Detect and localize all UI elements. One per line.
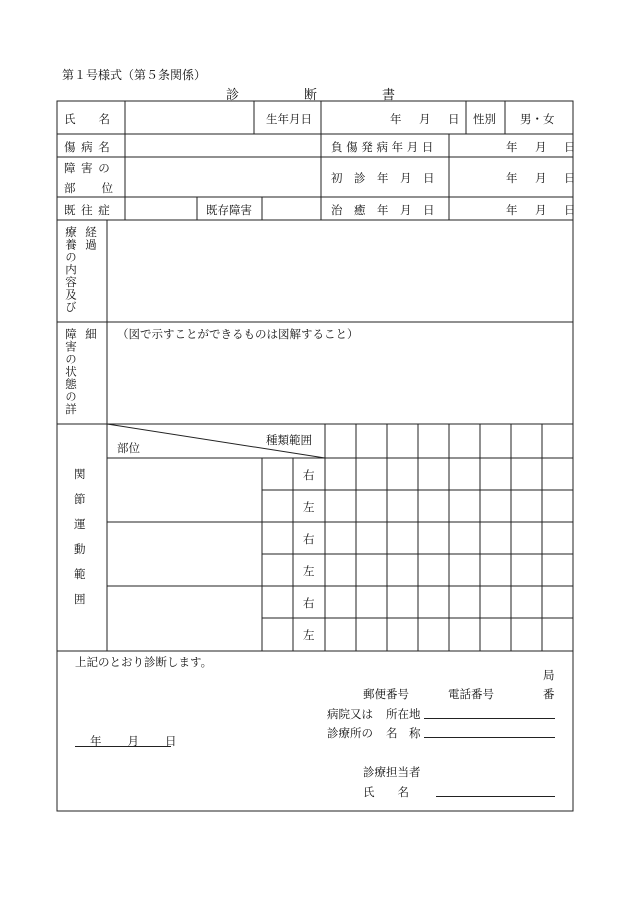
- onset-label: 負 傷 発 病 年 月 日: [331, 140, 434, 154]
- hospital-label-line2: 診療所の: [327, 726, 373, 740]
- treatment-label-col1: 療養の内容及び: [64, 226, 78, 314]
- cure-label: 治 癒 年 月 日: [331, 203, 435, 217]
- rom-label-char-5: 範: [74, 567, 86, 581]
- rom-side-left-1: 左: [303, 500, 315, 514]
- existing-disability-field[interactable]: [263, 198, 320, 219]
- rom-side-left-2: 左: [303, 564, 315, 578]
- first-visit-label: 初 診 年 月 日: [331, 171, 435, 185]
- site-field[interactable]: [126, 158, 320, 196]
- history-label: 既 往 症: [64, 203, 111, 217]
- cure-date-value[interactable]: 年 月 日: [506, 203, 579, 217]
- treatment-field[interactable]: [108, 221, 572, 321]
- history-field[interactable]: [126, 198, 196, 219]
- rom-label-char-1: 関: [74, 467, 86, 481]
- rom-side-right-3: 右: [303, 596, 315, 610]
- postal-label: 郵便番号: [363, 687, 409, 701]
- treatment-label-col2: 経過: [84, 226, 98, 251]
- rom-part-field-2[interactable]: [108, 523, 261, 585]
- phone-label: 電話番号: [448, 687, 494, 701]
- rom-label-char-3: 運: [74, 517, 86, 531]
- kyoku-suffix: 局: [543, 668, 555, 682]
- name-field[interactable]: [126, 102, 253, 133]
- document-title: 診 断 書: [226, 88, 396, 103]
- rom-side-right-2: 右: [303, 532, 315, 546]
- rom-part-header: 部位: [117, 441, 140, 455]
- site-label-line2: 部 位: [64, 181, 114, 195]
- disease-label: 傷 病 名: [64, 140, 111, 154]
- rom-range-header: 種類範囲: [266, 433, 312, 447]
- facility-name-label: 名 称: [386, 726, 421, 740]
- onset-date-value[interactable]: 年 月 日: [506, 140, 579, 154]
- diagnosis-date-underline[interactable]: [75, 746, 171, 747]
- address-label: 所在地: [386, 707, 421, 721]
- address-field[interactable]: [424, 718, 555, 719]
- rom-label-char-4: 動: [74, 542, 86, 556]
- birth-date-value: 年 月 日: [390, 112, 463, 126]
- hospital-label-line1: 病院又は: [327, 707, 373, 721]
- doctor-name-field[interactable]: [436, 796, 555, 797]
- ban-suffix: 番: [543, 687, 555, 701]
- birth-label: 生年月日: [266, 112, 312, 126]
- doctor-name-label: 氏 名: [363, 785, 409, 799]
- rom-part-field-3[interactable]: [108, 587, 261, 650]
- condition-label-col1: 障害の状態の詳: [64, 328, 78, 416]
- diagnosis-date: 年 月 日: [90, 734, 178, 748]
- doctor-label: 診療担当者: [363, 765, 421, 779]
- form-number: 第１号様式（第５条関係）: [62, 68, 207, 82]
- condition-label-col2: 細: [84, 328, 98, 341]
- rom-label-char-2: 節: [74, 492, 86, 506]
- condition-note: （図で示すことができるものは図解すること）: [117, 327, 359, 341]
- statement: 上記のとおり診断します。: [75, 655, 213, 669]
- facility-name-field[interactable]: [424, 737, 555, 738]
- existing-disability-label: 既存障害: [206, 203, 252, 217]
- site-label-line1: 障 害 の: [64, 161, 111, 175]
- rom-part-field-1[interactable]: [108, 459, 261, 521]
- rom-side-right-1: 右: [303, 468, 315, 482]
- first-visit-date-value[interactable]: 年 月 日: [506, 171, 579, 185]
- rom-label-char-6: 囲: [74, 592, 86, 606]
- sex-options[interactable]: 男・女: [520, 112, 555, 126]
- disease-field[interactable]: [126, 135, 320, 156]
- rom-side-left-3: 左: [303, 628, 315, 642]
- sex-label: 性別: [473, 112, 496, 126]
- name-label: 氏 名: [64, 112, 110, 126]
- condition-field[interactable]: [108, 345, 572, 423]
